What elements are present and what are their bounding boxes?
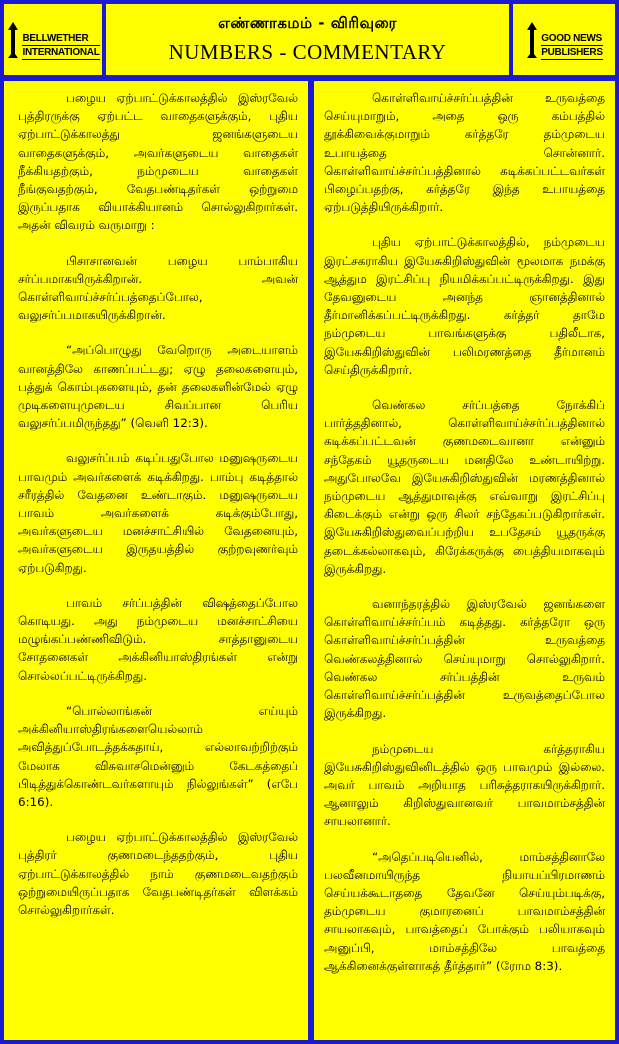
- right-logo-line1: GOOD NEWS: [541, 32, 602, 44]
- paragraph: கொள்ளிவாய்ச்சர்ப்பத்தின் உருவத்தை செய்யுமாறும், அதை ஒரு கம்பத்தில் தூக்கிவைக்குமாறும் கர்த்தரே தம்முடைய உபாயத்தை சொன்னார். கொள்ளிவாய்ச்சர்ப்பத்தினால் கடிக்கப்பட்டவர்கள் பிழைப்பதற்கு, கர்த்தரே இந்த உபாயத்தை ஏற்படுத்தியிருக்கிறார்.: [324, 91, 605, 215]
- paragraph: பழைய ஏற்பாட்டுக்காலத்தில் இஸ்ரவேல் புத்திரர் குணமடைந்ததற்கும், புதிய ஏற்பாட்டுக்காலத்தில் நாம் குணமடைவதற்கும் ஒற்றுமையிருப்பதாக வேதபண்டிதர்கள் விளக்கம் சொல்லுகிறார்கள்.: [18, 830, 298, 917]
- paragraph: வனாந்தரத்தில் இஸ்ரவேல் ஜனங்களை கொள்ளிவாய்ச்சர்ப்பம் கடித்தது. கர்த்தரோ ஒரு கொள்ளிவாய்ச்சர்ப்பத்தின் உருவத்தை வெண்கலத்தினால் செய்யுமாறு சொல்லுகிறார். வெண்கல சர்ப்பத்தின் உருவம் கொள்ளிவாய்ச்சர்ப்பத்தின் உருவத்தைப்போல இருக்கிறது.: [324, 597, 605, 721]
- lamp-icon: [6, 20, 20, 60]
- right-column: [314, 81, 615, 1040]
- left-logo-line1: BELLWETHER: [22, 32, 99, 46]
- page-header: [4, 4, 615, 75]
- paragraph: “பொல்லாங்கன் எய்யும் அக்கினியாஸ்திரங்களையெல்லாம் அவித்துப்போடத்தக்கதாய், எல்லாவற்றிற்கும் மேலாக விசுவாசமென்னும் கேடகத்தைப் பிடித்துக்கொண்டவர்களாயும் நில்லுங்கள்” (எபே 6:16).: [18, 703, 298, 809]
- paragraph: வலுசர்ப்பம் கடிப்பதுபோல மனுஷருடைய பாவமும் அவர்களைக் கடிக்கிறது. பாம்பு கடித்தால் சரீரத்தில் வேதனை உண்டாகும். மனுஷருடைய பாவம் அவர்களைக் கடிக்கும்போது, அவர்களுடைய மனச்சாட்சியில் வேதனையும், அவர்களுடைய இருதயத்தில் குற்றவுணர்வும் ஏற்படுகிறது.: [18, 451, 298, 575]
- paragraph: வெண்கல சர்ப்பத்தை நோக்கிப் பார்த்ததினால், கொள்ளிவாய்ச்சர்ப்பத்தினால் கடிக்கப்பட்டவன் குணமடைவானா என்னும் சந்தேகம் யூதருடைய மனதிலே உண்டாயிற்று. அதுபோலவே இயேசுகிறிஸ்துவின் மரணத்தினால் நம்முடைய ஆத்துமாவுக்கு எவ்வாறு இரட்சிப்பு கிடைக்கும் என்று ஒரு சிலர் சந்தேகப்படுகிறார்கள். இயேசுகிறிஸ்துவைப்பற்றிய உபதேசம் யூதருக்கு தடைக்கல்லாகவும், கிரேக்கருக்கு பைத்தியமாகவும் இருக்கிறது.: [324, 398, 605, 576]
- paragraph: பாவம் சர்ப்பத்தின் விஷத்தைப்போல கொடியது. அது நம்முடைய மனச்சாட்சியை மழுங்கப்பண்ணிவிடும். சாத்தானுடைய சோதனைகள் அக்கினியாஸ்திரங்கள் என்று சொல்லப்பட்டிருக்கிறது.: [18, 595, 298, 683]
- paragraph: பிசாசானவன் பழைய பாம்பாகிய சர்ப்பமாகயிருக்கிறான். அவன் கொள்ளிவாய்ச்சர்ப்பத்தைப்போல, வலுசர்ப்பமாகயிருக்கிறான்.: [18, 253, 298, 323]
- left-column: [4, 81, 308, 1040]
- bellwether-logo: [4, 4, 102, 75]
- lamp-icon: [525, 20, 539, 60]
- right-logo-line2: PUBLISHERS: [541, 46, 603, 58]
- paragraph: புதிய ஏற்பாட்டுக்காலத்தில், நம்முடைய இரட்சகராகிய இயேசுகிறிஸ்துவின் மூலமாக நமக்கு ஆத்தும இரட்சிப்பு நியமிக்கப்பட்டிருக்கிறது. இது தேவனுடைய அனந்த ஞானத்தினால் தீர்மானிக்கப்பட்டிருக்கிறது. கர்த்தர் தாமே நம்முடைய பாவங்களுக்கு பதிலீடாக, இயேசுகிறிஸ்துவின் பலிமரணத்தை தீர்மானம் செய்திருக்கிறார்.: [324, 235, 605, 377]
- paragraph: “அதெப்படியெனில், மாம்சத்தினாலே பலவீனமாயிருந்த நியாயப்பிரமாணம் செய்யக்கூடாததை தேவனே செய்யும்படிக்கு, தம்முடைய குமாரனைப் பாவமாம்சத்தின் சாயலாகவும், பாவத்தைப் போக்கும் பலியாகவும் அனுப்பி, மாம்சத்திலே பாவத்தை ஆக்கினைக்குள்ளாகத் தீர்த்தார்” (ரோம 8:3).: [324, 849, 605, 973]
- left-logo-line2: INTERNATIONAL: [22, 46, 100, 58]
- title-box: [106, 4, 509, 75]
- paragraph: நம்முடைய கர்த்தராகிய இயேசுகிறிஸ்துவினிடத்தில் ஒரு பாவமும் இல்லை. அவர் பாவம் அறியாத பரிசுத்தராகயிருக்கிறார். ஆனாலும் கிறிஸ்துவானவர் பாவமாம்சத்தின் சாயலானார்.: [324, 741, 605, 829]
- paragraph: பழைய ஏற்பாட்டுக்காலத்தில் இஸ்ரவேல் புத்திரருக்கு ஏற்பட்ட வாதைகளுக்கும், புதிய ஏற்பாட்டுக்காலத்து ஜனங்களுடைய வாதைகளுக்கும், அவர்களுடைய வாதைகள் நீக்கியதற்கும், நம்முடைய வாதைகள் நீங்குவதற்கும், வேதபண்டிதர்கள் ஒற்றுமை இருப்பதாக வியாக்கியானம் சொல்லுகிறார்கள். அதன் விவரம் வருமாறு :: [18, 91, 298, 233]
- page-title-tamil: எண்ணாகமம் - விரிவுரை: [218, 14, 397, 32]
- paragraph: “அப்பொழுது வேறொரு அடையாளம் வானத்திலே காணப்பட்டது; ஏழு தலைகளையும், பத்துக் கொம்புகளையும், தன் தலைகளின்மேல் ஏழு முடிகளையுமுடைய சிவப்பான பெரிய வலுசர்ப்பமிருந்தது” (வெளி 12:3).: [18, 343, 298, 431]
- good-news-logo: [513, 4, 615, 75]
- page-title-english: NUMBERS - COMMENTARY: [168, 40, 447, 64]
